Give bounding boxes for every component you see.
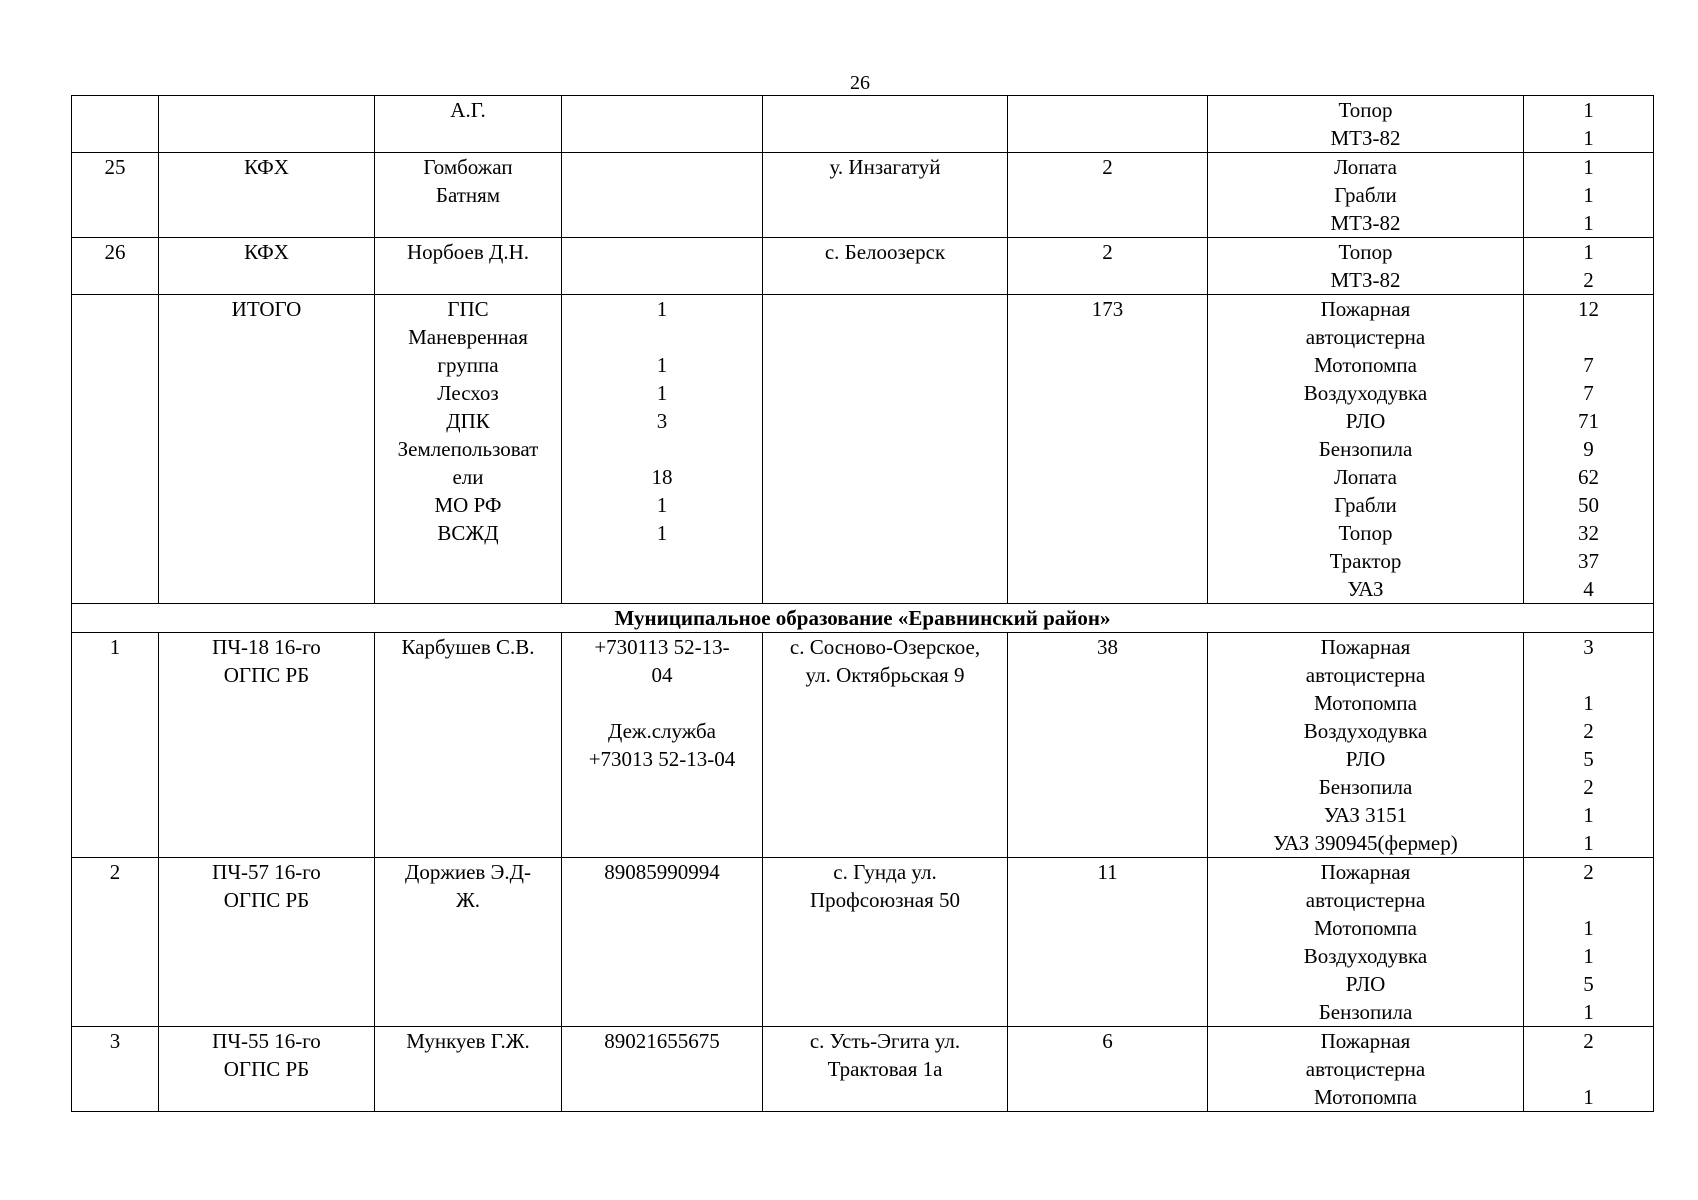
organization-cell [159, 96, 375, 153]
row-number-cell [72, 238, 159, 295]
table-body-top [72, 96, 1654, 604]
phone-cell [562, 295, 763, 604]
personnel-count-cell [1008, 96, 1208, 153]
cell-line: 26 [104, 240, 126, 264]
quantity-cell [1524, 153, 1654, 238]
table-body-bottom [72, 633, 1654, 1112]
cell-line: Грабли [1334, 493, 1397, 517]
cell-line: с. Белоозерск [824, 240, 946, 264]
cell-line: 1 [1583, 211, 1594, 235]
personnel-count-cell [1008, 858, 1208, 1027]
cell-line: Воздуходувка [1303, 944, 1428, 968]
row-number-cell [72, 633, 159, 858]
address-cell [763, 295, 1008, 604]
head-name-cell [375, 295, 562, 604]
page-number: 26 [850, 72, 870, 94]
cell-line [1527, 886, 1650, 914]
cell-line: +730113 52-13- [594, 635, 730, 659]
cell-line: 25 [104, 155, 126, 179]
cell-line: ОГПС РБ [223, 1057, 310, 1081]
cell-line: 2 [1583, 719, 1594, 743]
cell-line: Лопата [1334, 465, 1397, 489]
phone-cell [562, 1027, 763, 1112]
head-name-cell [375, 858, 562, 1027]
cell-line: Ж. [455, 888, 481, 912]
cell-line: 89021655675 [604, 1029, 720, 1053]
cell-line: 5 [1583, 972, 1594, 996]
cell-line: Пожарная [1320, 635, 1411, 659]
row-number-cell [72, 858, 159, 1027]
cell-line: Пожарная [1320, 860, 1411, 884]
cell-line: 18 [651, 465, 673, 489]
cell-line: Лопата [1334, 155, 1397, 179]
phone-cell [562, 96, 763, 153]
address-cell [763, 153, 1008, 238]
cell-line: Бензопила [1318, 437, 1413, 461]
cell-line: УАЗ 390945(фермер) [1273, 831, 1458, 855]
row-number-cell [72, 1027, 159, 1112]
phone-cell [562, 858, 763, 1027]
cell-line: 9 [1583, 437, 1594, 461]
quantity-cell [1524, 96, 1654, 153]
cell-line: 50 [1578, 493, 1599, 517]
cell-line: РЛО [1345, 972, 1386, 996]
cell-line: +73013 52-13-04 [588, 747, 736, 771]
cell-line: УАЗ 3151 [1323, 803, 1408, 827]
cell-line: 1 [1583, 691, 1594, 715]
cell-line: Топор [1338, 98, 1393, 122]
cell-line: 1 [1583, 916, 1594, 940]
cell-line: 11 [1097, 860, 1118, 884]
phone-cell [562, 153, 763, 238]
address-cell [763, 96, 1008, 153]
address-cell [763, 1027, 1008, 1112]
cell-line: автоцистерна [1305, 325, 1426, 349]
cell-line: Норбоев Д.Н. [406, 240, 530, 264]
cell-line: 62 [1578, 465, 1599, 489]
cell-line [565, 323, 759, 351]
table-row [72, 238, 1654, 295]
cell-line: 1 [1583, 240, 1594, 264]
cell-line: 12 [1578, 297, 1599, 321]
organization-cell [159, 153, 375, 238]
cell-line: с. Гунда ул. [833, 860, 937, 884]
cell-line [565, 435, 759, 463]
cell-line: ИТОГО [231, 297, 302, 321]
cell-line: Мункуев Г.Ж. [406, 1029, 530, 1053]
cell-line: 6 [1102, 1029, 1113, 1053]
cell-line: ПЧ-18 16-го [212, 635, 321, 659]
cell-line: ВСЖД [437, 521, 499, 545]
cell-line: 2 [1583, 775, 1594, 799]
cell-line: 1 [1583, 944, 1594, 968]
cell-line: 173 [1091, 297, 1124, 321]
cell-line: автоцистерна [1305, 1057, 1426, 1081]
cell-line: 38 [1097, 635, 1118, 659]
cell-line: Батням [435, 183, 501, 207]
phone-cell [562, 633, 763, 858]
cell-line: 71 [1578, 409, 1599, 433]
cell-line: 2 [1583, 860, 1594, 884]
cell-line: 3 [1583, 635, 1594, 659]
row-number-cell [72, 295, 159, 604]
cell-line: МТЗ-82 [1330, 211, 1401, 235]
cell-line: 5 [1583, 747, 1594, 771]
organization-cell [159, 633, 375, 858]
table-row [72, 1027, 1654, 1112]
cell-line [1527, 1055, 1650, 1083]
cell-line: ОГПС РБ [223, 663, 310, 687]
cell-line: Воздуходувка [1303, 719, 1428, 743]
cell-line: ели [452, 465, 484, 489]
cell-line [1527, 323, 1650, 351]
cell-line: 1 [109, 635, 121, 659]
head-name-cell [375, 633, 562, 858]
cell-line: 7 [1583, 381, 1594, 405]
cell-line: Бензопила [1318, 1000, 1413, 1024]
quantity-cell [1524, 633, 1654, 858]
cell-line: Землепользоват [397, 437, 539, 461]
address-cell [763, 633, 1008, 858]
cell-line: ПЧ-57 16-го [212, 860, 321, 884]
cell-line: 1 [656, 297, 668, 321]
organization-cell [159, 1027, 375, 1112]
cell-line: 2 [1102, 240, 1113, 264]
head-name-cell [375, 96, 562, 153]
cell-line: Бензопила [1318, 775, 1413, 799]
cell-line: Маневренная [408, 325, 528, 349]
cell-line: ДПК [446, 409, 490, 433]
phone-cell [562, 238, 763, 295]
resources-table [71, 95, 1654, 1112]
equipment-cell [1208, 238, 1524, 295]
cell-line: Карбушев С.В. [401, 635, 535, 659]
cell-line: 2 [1583, 268, 1594, 292]
cell-line: 89085990994 [604, 860, 720, 884]
organization-cell [159, 295, 375, 604]
cell-line: Воздуходувка [1303, 381, 1428, 405]
head-name-cell [375, 238, 562, 295]
cell-line: 37 [1578, 549, 1599, 573]
table-row [72, 858, 1654, 1027]
section-header-row [72, 604, 1654, 633]
cell-line: 32 [1578, 521, 1599, 545]
cell-line: 1 [1583, 831, 1594, 855]
equipment-cell [1208, 1027, 1524, 1112]
cell-line [1527, 661, 1650, 689]
cell-line: 1 [656, 493, 668, 517]
section-header-body [72, 604, 1654, 633]
section-title: Муниципальное образование «Еравнинский район» [72, 604, 1654, 633]
cell-line: Трактовая 1а [827, 1057, 943, 1081]
head-name-cell [375, 1027, 562, 1112]
equipment-cell [1208, 295, 1524, 604]
cell-line: 7 [1583, 353, 1594, 377]
cell-line: УАЗ [1347, 577, 1384, 601]
cell-line: 2 [1583, 1029, 1594, 1053]
cell-line: Мотопомпа [1314, 691, 1417, 715]
cell-line: КФХ [244, 240, 289, 264]
personnel-count-cell [1008, 238, 1208, 295]
personnel-count-cell [1008, 295, 1208, 604]
head-name-cell [375, 153, 562, 238]
cell-line: Трактор [1329, 549, 1402, 573]
table-row [72, 633, 1654, 858]
cell-line: группа [437, 353, 499, 377]
table-row [72, 295, 1654, 604]
cell-line: МТЗ-82 [1330, 268, 1401, 292]
cell-line: ОГПС РБ [223, 888, 310, 912]
quantity-cell [1524, 295, 1654, 604]
cell-line: РЛО [1345, 747, 1386, 771]
cell-line: Лесхоз [437, 381, 499, 405]
cell-line: Мотопомпа [1314, 1085, 1417, 1109]
cell-line [565, 689, 759, 717]
cell-line: ГПС [447, 297, 489, 321]
cell-line: ул. Октябрьская 9 [805, 663, 965, 687]
cell-line: Гомбожап [423, 155, 513, 179]
organization-cell [159, 858, 375, 1027]
address-cell [763, 238, 1008, 295]
cell-line: 1 [1583, 1085, 1594, 1109]
equipment-cell [1208, 633, 1524, 858]
cell-line: 1 [1583, 803, 1594, 827]
cell-line: Пожарная [1320, 297, 1411, 321]
cell-line: А.Г. [450, 98, 486, 122]
cell-line: Пожарная [1320, 1029, 1411, 1053]
cell-line: с. Усть-Эгита ул. [809, 1029, 961, 1053]
row-number-cell [72, 153, 159, 238]
quantity-cell [1524, 1027, 1654, 1112]
cell-line: у. Инзагатуй [829, 155, 941, 179]
personnel-count-cell [1008, 153, 1208, 238]
cell-line: КФХ [244, 155, 289, 179]
cell-line: Топор [1338, 240, 1393, 264]
cell-line: автоцистерна [1305, 888, 1426, 912]
cell-line: 1 [656, 521, 668, 545]
cell-line: 3 [656, 409, 668, 433]
cell-line: Грабли [1334, 183, 1397, 207]
cell-line: РЛО [1345, 409, 1386, 433]
cell-line: 1 [1583, 1000, 1594, 1024]
cell-line: 3 [109, 1029, 121, 1053]
cell-line: Доржиев Э.Д- [405, 860, 531, 884]
personnel-count-cell [1008, 633, 1208, 858]
cell-line: Мотопомпа [1314, 353, 1417, 377]
cell-line: Деж.служба [608, 719, 716, 743]
cell-line: автоцистерна [1305, 663, 1426, 687]
cell-line: 04 [651, 663, 673, 687]
cell-line: Мотопомпа [1314, 916, 1417, 940]
row-number-cell [72, 96, 159, 153]
cell-line: 1 [1583, 155, 1594, 179]
table-row [72, 153, 1654, 238]
table-row [72, 96, 1654, 153]
equipment-cell [1208, 96, 1524, 153]
cell-line: 1 [656, 381, 668, 405]
cell-line: Профсоюзная 50 [809, 888, 961, 912]
cell-line: МО РФ [434, 493, 502, 517]
cell-line: 1 [1583, 126, 1594, 150]
organization-cell [159, 238, 375, 295]
personnel-count-cell [1008, 1027, 1208, 1112]
quantity-cell [1524, 238, 1654, 295]
quantity-cell [1524, 858, 1654, 1027]
cell-line: 2 [109, 860, 121, 884]
equipment-cell [1208, 153, 1524, 238]
cell-line: 1 [656, 353, 668, 377]
equipment-cell [1208, 858, 1524, 1027]
address-cell [763, 858, 1008, 1027]
cell-line: МТЗ-82 [1330, 126, 1401, 150]
cell-line: 4 [1583, 577, 1594, 601]
cell-line: с. Сосново-Озерское, [789, 635, 981, 659]
cell-line: Топор [1338, 521, 1393, 545]
cell-line: 1 [1583, 183, 1594, 207]
cell-line: 1 [1583, 98, 1594, 122]
cell-line: 2 [1102, 155, 1113, 179]
cell-line: ПЧ-55 16-го [212, 1029, 321, 1053]
